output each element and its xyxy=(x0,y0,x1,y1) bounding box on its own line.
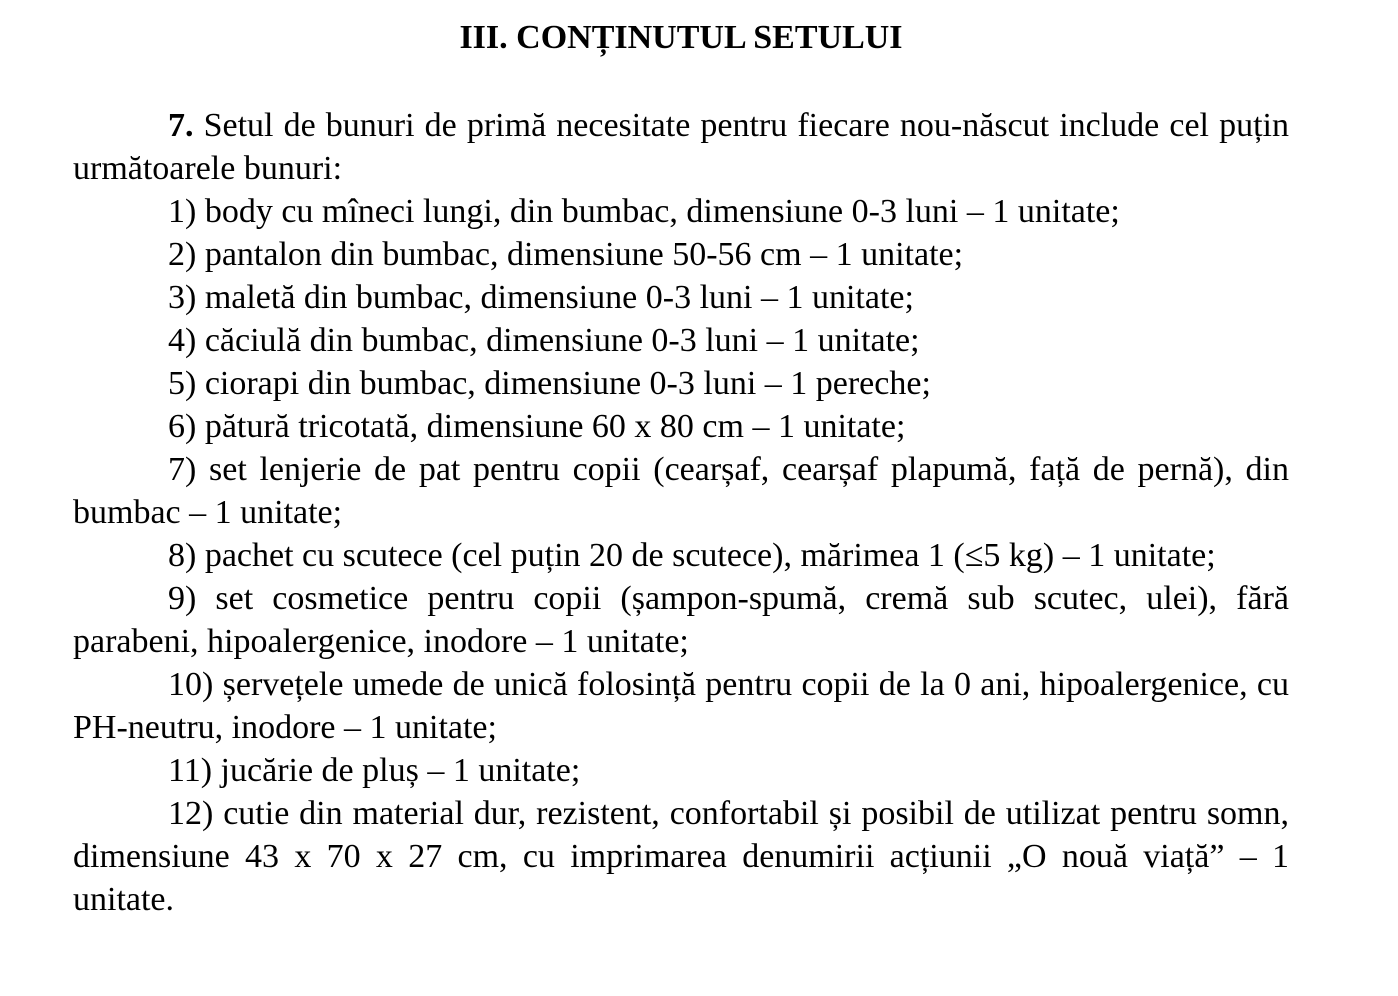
list-item: 2) pantalon din bumbac, dimensiune 50-56 cm – 1 unitate; xyxy=(168,236,964,273)
item-list xyxy=(73,190,1289,921)
paragraph-intro-text: Setul de bunuri de primă necesitate pentru fiecare nou-născut include cel puțin următoarele bunuri: xyxy=(73,107,1289,187)
list-item: 11) jucărie de pluș – 1 unitate; xyxy=(168,752,581,789)
list-item: 6) pătură tricotată, dimensiune 60 x 80 cm – 1 unitate; xyxy=(168,408,906,445)
paragraph-intro xyxy=(73,104,1289,190)
list-item: 1) body cu mîneci lungi, din bumbac, dimensiune 0-3 luni – 1 unitate; xyxy=(168,193,1120,230)
section-title: III. CONȚINUTUL SETULUI xyxy=(459,19,903,56)
paragraph-number: 7. xyxy=(168,107,194,144)
list-item: 8) pachet cu scutece (cel puțin 20 de scutece), mărimea 1 (≤5 kg) – 1 unitate; xyxy=(168,537,1216,574)
list-item: 4) căciulă din bumbac, dimensiune 0-3 luni – 1 unitate; xyxy=(168,322,920,359)
document-page xyxy=(73,14,1289,921)
list-item: 5) ciorapi din bumbac, dimensiune 0-3 luni – 1 pereche; xyxy=(168,365,931,402)
list-item: 9) set cosmetice pentru copii (șampon-spumă, cremă sub scutec, ulei), fără parabeni, hipoalergenice, inodore – 1 unitate; xyxy=(73,580,1289,660)
list-item: 10) șervețele umede de unică folosință pentru copii de la 0 ani, hipoalergenice, cu PH-neutru, inodore – 1 unitate; xyxy=(73,666,1289,746)
list-item: 12) cutie din material dur, rezistent, confortabil și posibil de utilizat pentru somn, dimensiune 43 x 70 x 27 cm, cu imprimarea denumirii acțiunii „O nouă viață” – 1 unitate. xyxy=(73,795,1289,918)
list-item: 3) maletă din bumbac, dimensiune 0-3 luni – 1 unitate; xyxy=(168,279,914,316)
list-item: 7) set lenjerie de pat pentru copii (cearșaf, cearșaf plapumă, față de pernă), din bumbac – 1 unitate; xyxy=(73,451,1289,531)
